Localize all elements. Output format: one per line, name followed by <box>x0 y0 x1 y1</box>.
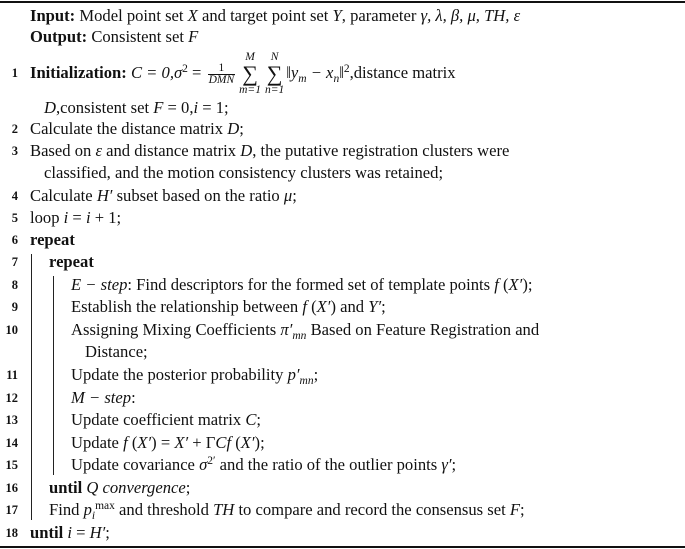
line-number: 9 <box>11 300 18 314</box>
text: ; <box>451 455 457 474</box>
text: Based on <box>30 141 96 160</box>
line-number: 17 <box>5 503 18 517</box>
text: ( <box>498 275 509 294</box>
keyword: Output: <box>30 27 88 46</box>
text: ( <box>127 433 138 452</box>
initialization-continuation <box>44 98 229 118</box>
math: X <box>187 6 198 25</box>
algorithm-line <box>30 119 244 139</box>
upper-limit: N <box>270 51 279 64</box>
text: ; <box>105 523 110 542</box>
math: C <box>245 410 257 429</box>
math: TH <box>213 500 235 519</box>
line-number: 5 <box>11 211 18 225</box>
algorithm-line <box>30 186 297 206</box>
text: ,consistent set <box>55 98 154 117</box>
initialization-line <box>30 49 456 97</box>
math: 2 <box>343 63 350 75</box>
math: mn <box>292 330 307 342</box>
text: Consistent set <box>87 27 189 46</box>
math: ‖y <box>286 63 299 82</box>
algorithm-line <box>71 275 532 295</box>
math: π′ <box>280 320 293 339</box>
text: : <box>131 388 136 407</box>
text: Assigning Mixing Coefficients <box>71 320 281 339</box>
upper-limit: M <box>245 51 255 64</box>
lower-limit: n=1 <box>264 84 285 97</box>
text: Calculate the distance matrix <box>30 119 228 138</box>
math: C = 0,σ <box>126 63 183 82</box>
math: p <box>83 500 92 519</box>
algorithm-line <box>30 208 121 228</box>
algorithm-line <box>71 365 318 385</box>
bottom-rule <box>0 546 685 548</box>
math: Q convergence <box>86 478 186 497</box>
math: F <box>188 27 199 46</box>
sigma: ∑ <box>242 61 258 87</box>
algorithm-line <box>30 230 75 250</box>
line-number: 1 <box>11 66 18 80</box>
math: σ <box>199 455 208 474</box>
math: i <box>193 98 199 117</box>
text: and the ratio of the outlier points <box>215 455 442 474</box>
inner-repeat-block-bar <box>53 276 54 475</box>
algorithm-line-continuation <box>44 163 443 183</box>
text: ); <box>254 433 265 452</box>
math: max <box>95 500 115 512</box>
keyword: until <box>49 478 83 497</box>
math: X′ <box>316 297 331 316</box>
text: = <box>72 523 90 542</box>
text: Distance; <box>85 342 148 361</box>
fraction <box>208 63 236 86</box>
output-line <box>30 27 198 47</box>
keyword: Input: <box>30 6 76 25</box>
text: ; <box>381 297 386 316</box>
math: X′ <box>240 433 255 452</box>
math: D <box>44 98 56 117</box>
line-number: 13 <box>5 413 18 427</box>
text: subset based on the ratio <box>112 186 284 205</box>
text: Based on Feature Registration and <box>306 320 540 339</box>
line-number: 8 <box>11 278 18 292</box>
math: X′ <box>508 275 523 294</box>
math: mn <box>299 375 314 387</box>
text: Update the posterior probability <box>71 365 288 384</box>
keyword: repeat <box>49 252 94 271</box>
line-number: 7 <box>11 255 18 269</box>
math: X′ <box>137 433 152 452</box>
math: γ′ <box>441 455 452 474</box>
text: ) = <box>151 433 175 452</box>
line-number: 15 <box>5 458 18 472</box>
sum-n <box>265 51 284 97</box>
text: = 0, <box>163 98 194 117</box>
input-line <box>30 6 520 26</box>
math: X′ <box>174 433 189 452</box>
math: i <box>67 523 72 542</box>
line-number: 3 <box>11 144 18 158</box>
repeat-block-bar <box>31 254 32 520</box>
math: ε <box>95 141 102 160</box>
algorithm-line <box>30 523 110 543</box>
math: n <box>333 73 340 85</box>
math: = <box>187 63 206 82</box>
text: = 1; <box>198 98 229 117</box>
line-number: 6 <box>11 233 18 247</box>
math: H′ <box>96 186 113 205</box>
math: μ <box>283 186 293 205</box>
algorithm-line <box>30 141 509 161</box>
math: 2 <box>182 63 188 75</box>
line-number: 4 <box>11 189 18 203</box>
text: ; <box>256 410 262 429</box>
line-number: 10 <box>5 323 18 337</box>
algorithm-line <box>71 455 456 475</box>
algorithm-line <box>49 252 94 272</box>
math: D <box>240 141 253 160</box>
text: Update covariance <box>71 455 200 474</box>
denominator: DMN <box>208 73 235 86</box>
line-number: 11 <box>6 368 18 382</box>
line-number: 2 <box>11 122 18 136</box>
text: loop <box>30 208 64 227</box>
keyword: until <box>30 523 64 542</box>
math: D <box>227 119 240 138</box>
line-number: 12 <box>5 391 18 405</box>
text: : Find descriptors for the formed set of template points <box>127 275 495 294</box>
text: ; <box>313 365 319 384</box>
algorithm-line <box>71 433 265 453</box>
line-number: 16 <box>5 481 18 495</box>
text: ,distance matrix <box>349 63 456 82</box>
text: classified, and the motion consistency clusters was retained; <box>44 163 444 182</box>
math: m <box>298 73 307 85</box>
text: = <box>68 208 86 227</box>
algorithm-line <box>71 410 261 430</box>
text: Model point set <box>75 6 188 25</box>
math: γ, λ, β, μ, TH, ε <box>420 6 521 25</box>
math: E − step <box>71 275 128 294</box>
text: , the putative registration clusters were <box>252 141 510 160</box>
lower-limit: m=1 <box>239 84 261 97</box>
math: F <box>509 500 520 519</box>
text: Update coefficient matrix <box>71 410 246 429</box>
algorithm-line <box>49 478 190 498</box>
text: + 1; <box>90 208 122 227</box>
math: ‖ <box>339 63 344 82</box>
math: i <box>85 208 91 227</box>
text: and target point set <box>197 6 333 25</box>
text: ; <box>185 478 191 497</box>
line-number: 14 <box>5 436 18 450</box>
text: to compare and record the consensus set <box>234 500 510 519</box>
text: + Γ <box>188 433 216 452</box>
keyword: repeat <box>30 230 75 249</box>
math: i <box>63 208 69 227</box>
text: and threshold <box>114 500 214 519</box>
sigma: ∑ <box>266 61 283 87</box>
text: ( <box>306 297 317 316</box>
math: f <box>302 297 307 316</box>
math: i <box>91 510 96 522</box>
line-number: 18 <box>5 526 18 540</box>
text: ); <box>522 275 533 294</box>
sum-m <box>239 51 261 97</box>
text: ; <box>239 119 244 138</box>
math: M − step <box>71 388 132 407</box>
text: Calculate <box>30 186 97 205</box>
numerator: 1 <box>208 63 236 75</box>
text: ) and <box>330 297 369 316</box>
text: and distance matrix <box>102 141 241 160</box>
math: − x <box>306 63 334 82</box>
text: , parameter <box>341 6 421 25</box>
text: Find <box>49 500 84 519</box>
math: f <box>494 275 499 294</box>
algorithm-line <box>49 500 525 520</box>
math: 2′ <box>207 455 216 467</box>
algorithm-line <box>71 388 136 408</box>
text: ; <box>520 500 525 519</box>
math: H′ <box>89 523 106 542</box>
top-rule <box>0 1 685 3</box>
math: Cf <box>215 433 232 452</box>
math: f <box>123 433 128 452</box>
math: Y′ <box>368 297 382 316</box>
math: p′ <box>287 365 300 384</box>
math: F <box>153 98 164 117</box>
text: Update <box>71 433 124 452</box>
text: Establish the relationship between <box>71 297 303 316</box>
math: Y <box>332 6 342 25</box>
algorithm-line <box>71 320 539 340</box>
algorithm-line-continuation <box>85 342 148 362</box>
text: ; <box>292 186 297 205</box>
text: ( <box>231 433 241 452</box>
algorithm-line <box>71 297 386 317</box>
keyword: Initialization: <box>30 63 127 82</box>
